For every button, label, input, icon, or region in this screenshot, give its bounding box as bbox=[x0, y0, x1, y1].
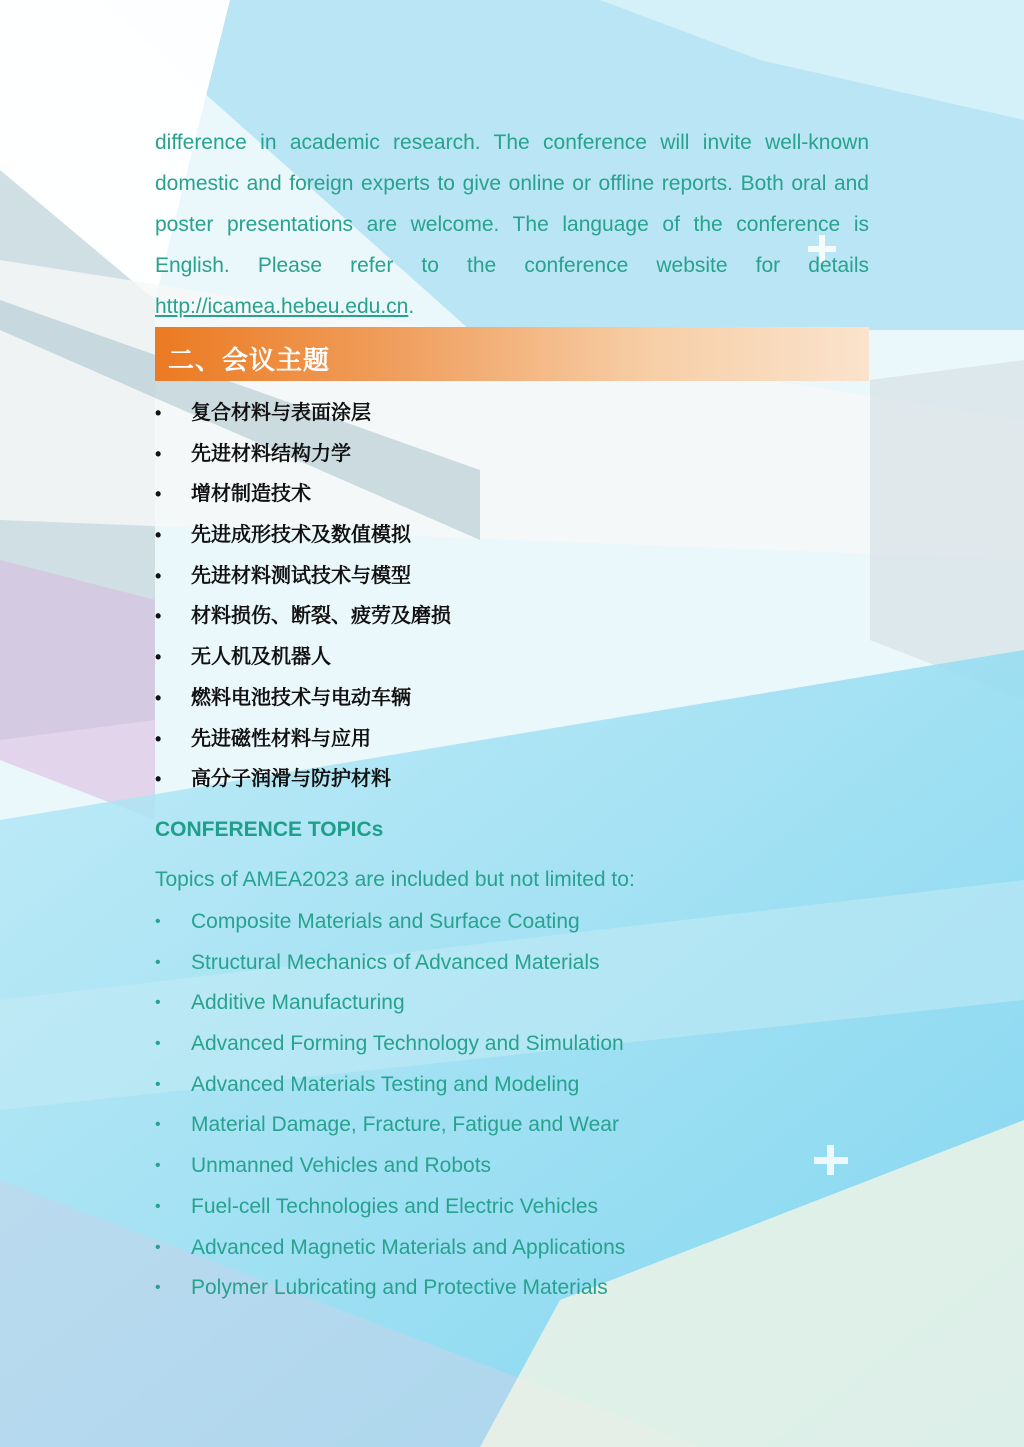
bullet-icon: • bbox=[155, 525, 162, 546]
intro-text: difference in academic research. The conference will invite well-known domestic and foreign experts to give online or offline reports. Both oral and poster presentations are welcome. The language of the conference is English. Please refer to the conference website for details bbox=[155, 131, 869, 277]
topic-cn-text: 先进成形技术及数值模拟 bbox=[191, 524, 411, 547]
list-item bbox=[155, 1268, 869, 1309]
topic-en-text: Additive Manufacturing bbox=[191, 991, 405, 1015]
topic-en-text: Advanced Magnetic Materials and Applications bbox=[191, 1235, 626, 1259]
topic-en-text: Structural Mechanics of Advanced Materials bbox=[191, 950, 600, 974]
topic-en-text: Unmanned Vehicles and Robots bbox=[191, 1154, 492, 1178]
topic-en-text: Advanced Materials Testing and Modeling bbox=[191, 1072, 580, 1096]
list-item bbox=[155, 983, 869, 1024]
list-item bbox=[155, 759, 869, 800]
chinese-topic-list bbox=[155, 393, 869, 800]
topic-cn-text: 先进磁性材料与应用 bbox=[191, 727, 371, 750]
bullet-icon: • bbox=[155, 1075, 161, 1093]
english-topic-list bbox=[155, 902, 869, 1309]
bullet-icon: • bbox=[155, 953, 161, 971]
bullet-icon: • bbox=[155, 1035, 161, 1053]
list-item bbox=[155, 556, 869, 597]
bullet-icon: • bbox=[155, 1279, 161, 1297]
list-item bbox=[155, 1105, 869, 1146]
bullet-icon: • bbox=[155, 484, 162, 505]
list-item bbox=[155, 1228, 869, 1269]
topic-cn-text: 无人机及机器人 bbox=[191, 646, 331, 669]
topic-en-text: Material Damage, Fracture, Fatigue and Wear bbox=[191, 1113, 619, 1137]
topic-cn-text: 燃料电池技术与电动车辆 bbox=[191, 686, 411, 709]
list-item bbox=[155, 1024, 869, 1065]
bullet-icon: • bbox=[155, 1238, 161, 1256]
english-topics-heading: CONFERENCE TOPICs bbox=[155, 818, 384, 841]
list-item bbox=[155, 637, 869, 678]
bullet-icon: • bbox=[155, 1157, 161, 1175]
bullet-icon: • bbox=[155, 565, 162, 586]
bullet-icon: • bbox=[155, 606, 162, 627]
list-item bbox=[155, 719, 869, 760]
list-item bbox=[155, 1187, 869, 1228]
list-item bbox=[155, 1065, 869, 1106]
english-topics-intro: Topics of AMEA2023 are included but not limited to: bbox=[155, 868, 635, 891]
topic-cn-text: 先进材料结构力学 bbox=[191, 442, 351, 465]
topic-en-text: Fuel-cell Technologies and Electric Vehicles bbox=[191, 1194, 598, 1218]
list-item bbox=[155, 596, 869, 637]
topic-cn-text: 先进材料测试技术与模型 bbox=[191, 564, 411, 587]
section-header-bar bbox=[155, 327, 869, 381]
topic-cn-text: 增材制造技术 bbox=[191, 483, 311, 506]
bullet-icon: • bbox=[155, 728, 162, 749]
list-item bbox=[155, 434, 869, 475]
bullet-icon: • bbox=[155, 913, 161, 930]
list-item bbox=[155, 678, 869, 719]
list-item bbox=[155, 1146, 869, 1187]
bullet-icon: • bbox=[155, 769, 162, 790]
list-item bbox=[155, 515, 869, 556]
bullet-icon: • bbox=[155, 403, 162, 423]
topic-en-text: Composite Materials and Surface Coating bbox=[191, 910, 580, 933]
bullet-icon: • bbox=[155, 1197, 161, 1215]
list-item bbox=[155, 393, 869, 434]
topic-cn-text: 复合材料与表面涂层 bbox=[191, 402, 371, 424]
section-title: 二、会议主题 bbox=[168, 345, 331, 375]
intro-period: . bbox=[408, 295, 415, 318]
bullet-icon: • bbox=[155, 647, 162, 668]
topic-en-text: Polymer Lubricating and Protective Materials bbox=[191, 1276, 608, 1300]
list-item bbox=[155, 902, 869, 943]
bullet-icon: • bbox=[155, 443, 162, 464]
bullet-icon: • bbox=[155, 1116, 161, 1134]
conference-website-link[interactable]: http://icamea.hebeu.edu.cn bbox=[155, 295, 409, 318]
bullet-icon: • bbox=[155, 994, 161, 1012]
list-item bbox=[155, 943, 869, 984]
topic-cn-text: 高分子润滑与防护材料 bbox=[191, 768, 391, 791]
topic-en-text: Advanced Forming Technology and Simulation bbox=[191, 1032, 624, 1056]
bullet-icon: • bbox=[155, 687, 162, 708]
intro-paragraph bbox=[155, 122, 869, 327]
list-item bbox=[155, 474, 869, 515]
topic-cn-text: 材料损伤、断裂、疲劳及磨损 bbox=[191, 605, 451, 628]
